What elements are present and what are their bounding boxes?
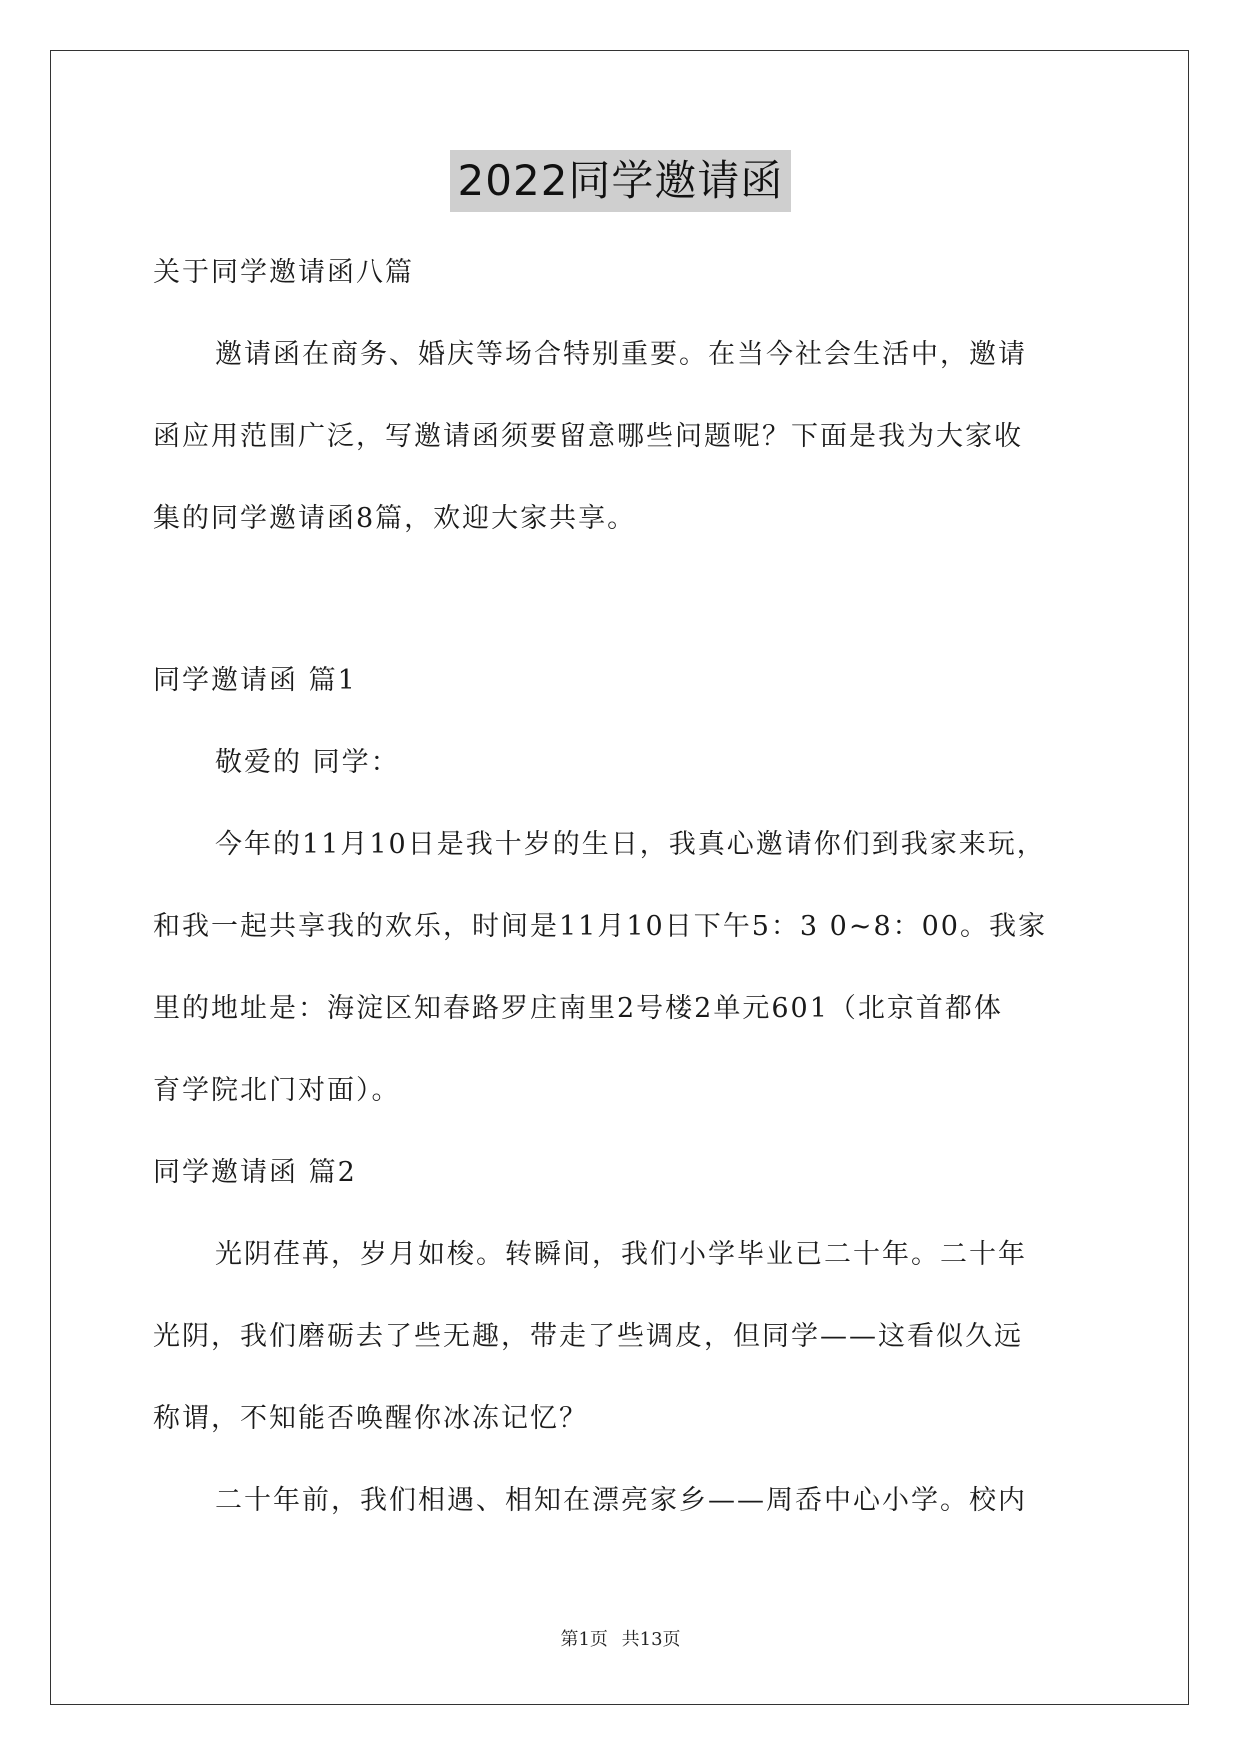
paragraph-line: 邀请函在商务、婚庆等场合特别重要。在当今社会生活中，邀请	[215, 339, 1027, 370]
paragraph-line: 称谓，不知能否唤醒你冰冻记忆？	[153, 1403, 588, 1434]
paragraph-line: 二十年前，我们相遇、相知在漂亮家乡——周岙中心小学。校内	[215, 1485, 1027, 1516]
paragraph-line: 集的同学邀请函8篇，欢迎大家共享。	[153, 503, 637, 534]
section-heading-1: 同学邀请函 篇1	[153, 665, 357, 696]
page-number: 第1页	[560, 1629, 608, 1650]
document-body	[153, 232, 1093, 1542]
title-wrap	[0, 150, 1241, 212]
paragraph-line: 里的地址是：海淀区知春路罗庄南里2号楼2单元601（北京首都体	[153, 993, 1003, 1024]
salutation: 敬爱的 同学：	[215, 747, 400, 778]
paragraph-line: 光阴荏苒，岁月如梭。转瞬间，我们小学毕业已二十年。二十年	[215, 1239, 1027, 1270]
page-footer	[0, 1625, 1241, 1651]
paragraph-line: 光阴，我们磨砺去了些无趣，带走了些调皮，但同学——这看似久远	[153, 1321, 1023, 1352]
paragraph-line: 和我一起共享我的欢乐，时间是11月10日下午5：3 0~8：00。我家	[153, 911, 1047, 942]
page-total: 共13页	[621, 1629, 681, 1650]
document-title: 2022同学邀请函	[450, 150, 792, 212]
section-heading-2: 同学邀请函 篇2	[153, 1157, 357, 1188]
section-gap	[153, 560, 1093, 640]
paragraph-line: 函应用范围广泛，写邀请函须要留意哪些问题呢？下面是我为大家收	[153, 421, 1023, 452]
paragraph-line: 今年的11月10日是我十岁的生日，我真心邀请你们到我家来玩，	[215, 829, 1046, 860]
intro-heading: 关于同学邀请函八篇	[153, 257, 414, 288]
paragraph-line: 育学院北门对面）。	[153, 1075, 401, 1106]
